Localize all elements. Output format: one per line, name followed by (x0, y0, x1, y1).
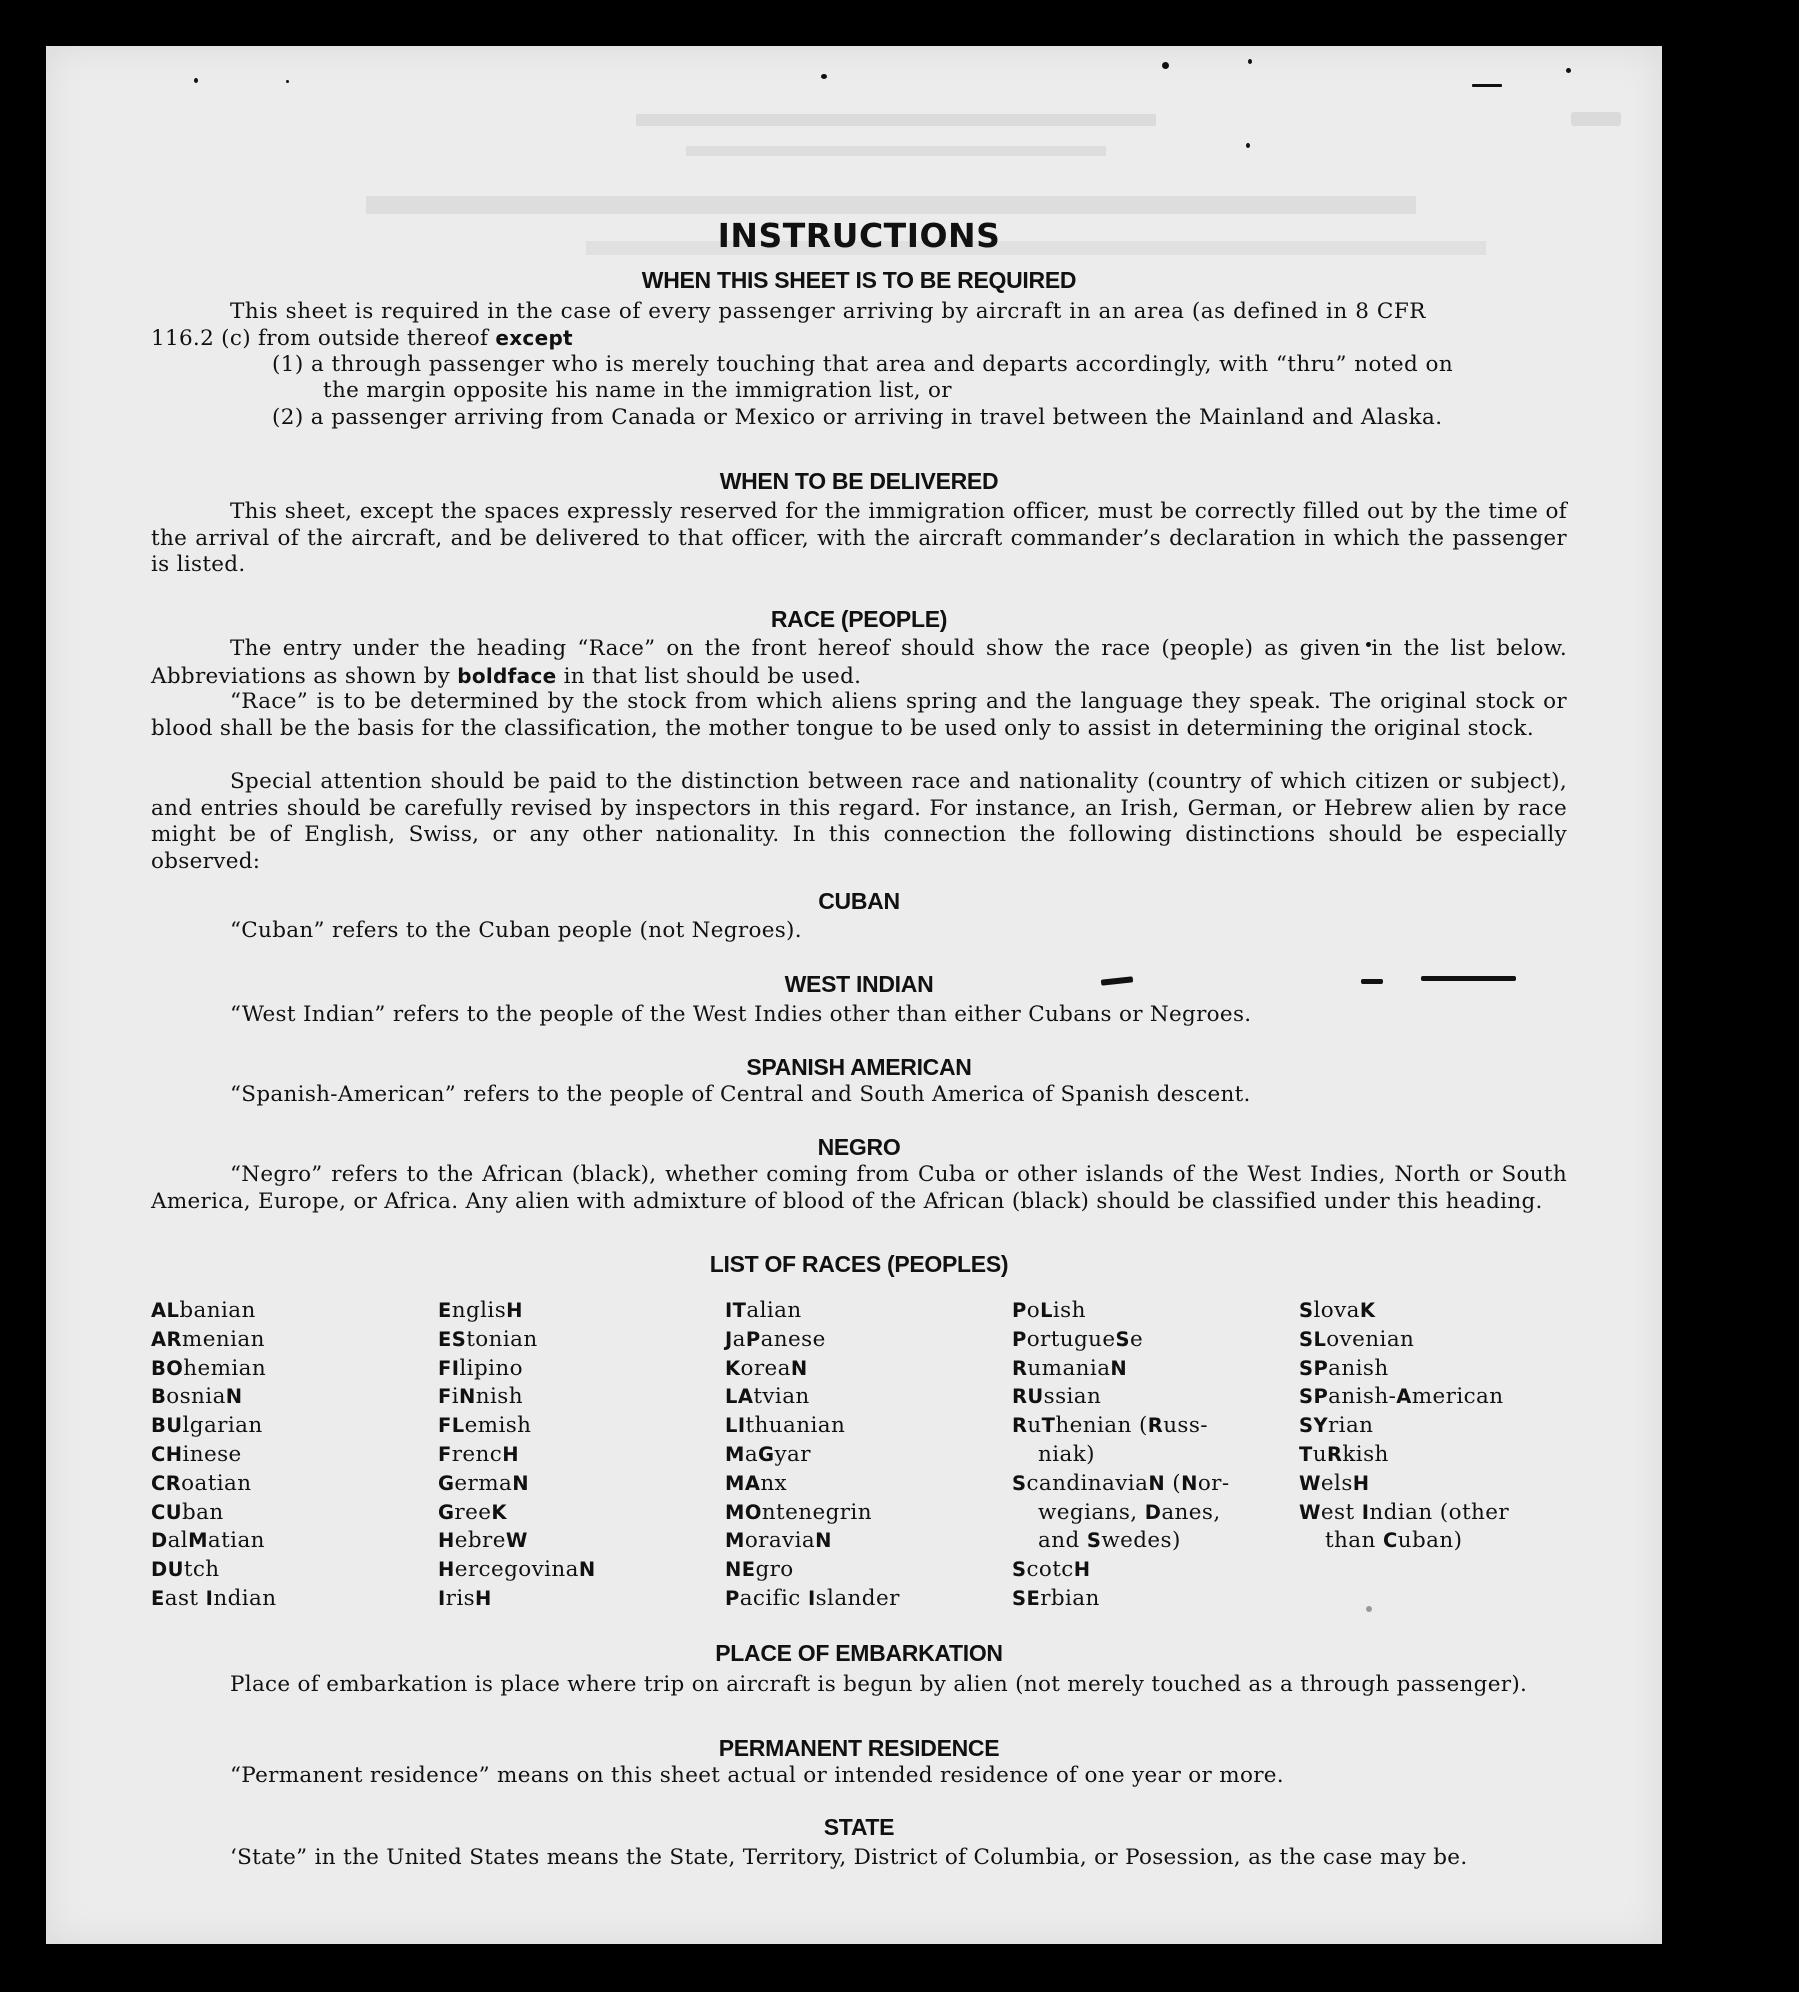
race-entry: ARmenian (151, 1326, 265, 1352)
heading-embarkation: PLACE OF EMBARKATION (715, 1640, 1003, 1666)
race-entry: PoLish (1012, 1298, 1086, 1323)
heading-negro: NEGRO (817, 1134, 901, 1160)
required-line2 (151, 325, 1567, 353)
west-indian-text: “West Indian” refers to the people of the West Indies other than either Cubans or Negroes. (230, 1002, 1252, 1027)
condition-1b: the margin opposite his name in the immigration list, or (323, 378, 952, 403)
race-p1-text: The entry under the heading “Race” on the front hereof should show the race (people) as given in the list below. Abbreviations as shown by (151, 636, 1567, 689)
race-entry: GreeK (438, 1499, 507, 1525)
race-entry: SlovaK (1299, 1298, 1376, 1323)
race-entry: IrisH (438, 1585, 492, 1611)
condition-1a: (1) a through passenger who is merely touching that area and departs accordingly, with “thru” noted on (272, 352, 1454, 377)
race-entry: SErbian (1012, 1585, 1100, 1611)
embarkation-text: Place of embarkation is place where trip on aircraft is begun by alien (not merely touched as a through passenger). (230, 1672, 1528, 1697)
race-column-3 (725, 1297, 995, 1614)
speck (194, 78, 198, 83)
race-paragraph-2: “Race” is to be determined by the stock from which aliens spring and the language they speak. The original stock or blood shall be the basis for the classification, the mother tongue to be used only to assist in determining the original stock. (151, 689, 1567, 741)
race-entry: PortugueSe (1012, 1326, 1144, 1352)
race-entry: NEgro (725, 1557, 794, 1583)
race-entry: MaGyar (725, 1441, 811, 1467)
race-column-4 (1012, 1297, 1282, 1614)
speck (1366, 1606, 1372, 1612)
heading-cuban: CUBAN (818, 888, 900, 914)
race-entry: East Indian (151, 1585, 277, 1611)
speck (1246, 143, 1250, 148)
bleed-through-mark (366, 196, 1416, 214)
race-entry: SPanish-American (1299, 1384, 1504, 1410)
race-entry: TuRkish (1299, 1441, 1389, 1467)
race-entry: EnglisH (438, 1298, 523, 1323)
race-entry: BUlgarian (151, 1413, 263, 1439)
race-entry: and Swedes) (1038, 1528, 1181, 1554)
residence-text: “Permanent residence” means on this sheet actual or intended residence of one year or more. (230, 1763, 1284, 1788)
bleed-through-mark (1571, 112, 1621, 126)
race-entry: SYrian (1299, 1413, 1374, 1439)
speck (821, 74, 827, 79)
cuban-text: “Cuban” refers to the Cuban people (not Negroes). (230, 918, 802, 943)
document-page (46, 46, 1662, 1944)
race-entry: ScandinaviaN (Nor- (1012, 1470, 1230, 1496)
race-entry: FIlipino (438, 1355, 523, 1381)
delivered-text: This sheet, except the spaces expressly reserved for the immigration officer, must be correctly filled out by the time of the arrival of the aircraft, and be delivered to that officer, with the aircraft commander’s declaration in which the passenger is listed. (151, 499, 1567, 577)
race-entry: than Cuban) (1325, 1528, 1463, 1554)
race-entry: CUban (151, 1499, 224, 1525)
race-p1-tail: in that list should be used. (556, 663, 862, 689)
race-entry: CHinese (151, 1441, 242, 1467)
race-column-2 (438, 1297, 708, 1614)
required-except: except (495, 326, 573, 350)
race-entry: BosniaN (151, 1384, 243, 1410)
race-paragraph-1 (151, 636, 1567, 690)
required-line1: This sheet is required in the case of every passenger arriving by aircraft in an area (as defined in 8 CFR (230, 299, 1427, 324)
race-entry: SLovenian (1299, 1326, 1415, 1352)
race-boldface: boldface (457, 663, 557, 688)
race-entry: West Indian (other (1299, 1499, 1510, 1525)
heading-list-of-races: LIST OF RACES (PEOPLES) (709, 1251, 1009, 1277)
spanish-american-text: “Spanish-American” refers to the people of Central and South America of Spanish descent. (230, 1082, 1251, 1107)
heading-permanent-residence: PERMANENT RESIDENCE (718, 1735, 1000, 1761)
heading-west-indian: WEST INDIAN (784, 971, 934, 997)
speck (1248, 59, 1252, 64)
race-entry: RUssian (1012, 1384, 1102, 1410)
race-column-1 (151, 1297, 421, 1614)
speck (1472, 84, 1502, 87)
heading-when-delivered: WHEN TO BE DELIVERED (719, 468, 999, 494)
race-entry: niak) (1038, 1441, 1095, 1467)
speck (1162, 62, 1169, 69)
race-entry: RumaniaN (1012, 1355, 1128, 1381)
race-entry: EStonian (438, 1326, 538, 1352)
race-entry: FLemish (438, 1413, 532, 1439)
race-entry: GermaN (438, 1470, 529, 1496)
race-entry: SPanish (1299, 1355, 1389, 1381)
race-entry: LAtvian (725, 1384, 810, 1410)
race-entry: Pacific Islander (725, 1585, 900, 1611)
page-title: INSTRUCTIONS (717, 216, 1001, 255)
bleed-through-mark (686, 146, 1106, 156)
heading-spanish-american: SPANISH AMERICAN (746, 1054, 972, 1080)
race-entry: WelsH (1299, 1470, 1370, 1496)
race-entry: LIthuanian (725, 1413, 846, 1439)
race-entry: CRoatian (151, 1470, 252, 1496)
heading-state: STATE (823, 1814, 895, 1840)
race-entry: KoreaN (725, 1355, 808, 1381)
race-entry: ALbanian (151, 1298, 256, 1323)
race-entry: FiNnish (438, 1384, 523, 1410)
bleed-through-mark (636, 114, 1156, 126)
race-entry: JaPanese (725, 1326, 826, 1352)
state-text: ‘State” in the United States means the State, Territory, District of Columbia, or Posession, as the case may be. (230, 1845, 1468, 1870)
race-entry: MoraviaN (725, 1528, 832, 1554)
race-entry: DUtch (151, 1557, 220, 1583)
race-entry: DalMatian (151, 1528, 265, 1554)
race-entry: RuThenian (Russ- (1012, 1413, 1208, 1439)
race-entry: BOhemian (151, 1355, 267, 1381)
heading-when-required: WHEN THIS SHEET IS TO BE REQUIRED (641, 267, 1077, 293)
race-paragraph-3: Special attention should be paid to the distinction between race and nationality (country of which citizen or subject), and entries should be carefully revised by inspectors in this regard. For instance, an Irish, German, or Hebrew alien by race might be of English, Swiss, or any other nationality. In this connection the following distinctions should be especially observed: (151, 769, 1567, 874)
race-entry: wegians, Danes, (1038, 1499, 1221, 1525)
speck (1566, 68, 1571, 73)
required-line2-text: 116.2 (c) from outside thereof (151, 326, 496, 351)
race-entry: ITalian (725, 1298, 802, 1323)
race-column-5 (1299, 1297, 1569, 1556)
race-entry: FrencH (438, 1441, 519, 1467)
race-entry: ScotcH (1012, 1557, 1091, 1583)
speck (286, 80, 289, 83)
race-entry: MAnx (725, 1470, 788, 1496)
condition-2: (2) a passenger arriving from Canada or Mexico or arriving in travel between the Mainland and Alaska. (272, 405, 1443, 430)
heading-race: RACE (PEOPLE) (770, 606, 948, 632)
race-entry: MOntenegrin (725, 1499, 872, 1525)
negro-text: “Negro” refers to the African (black), whether coming from Cuba or other islands of the West Indies, North or South America, Europe, or Africa. Any alien with admixture of blood of the African (black) should be classified under this heading. (151, 1162, 1567, 1214)
race-entry: HercegovinaN (438, 1557, 596, 1583)
race-entry: HebreW (438, 1528, 528, 1554)
